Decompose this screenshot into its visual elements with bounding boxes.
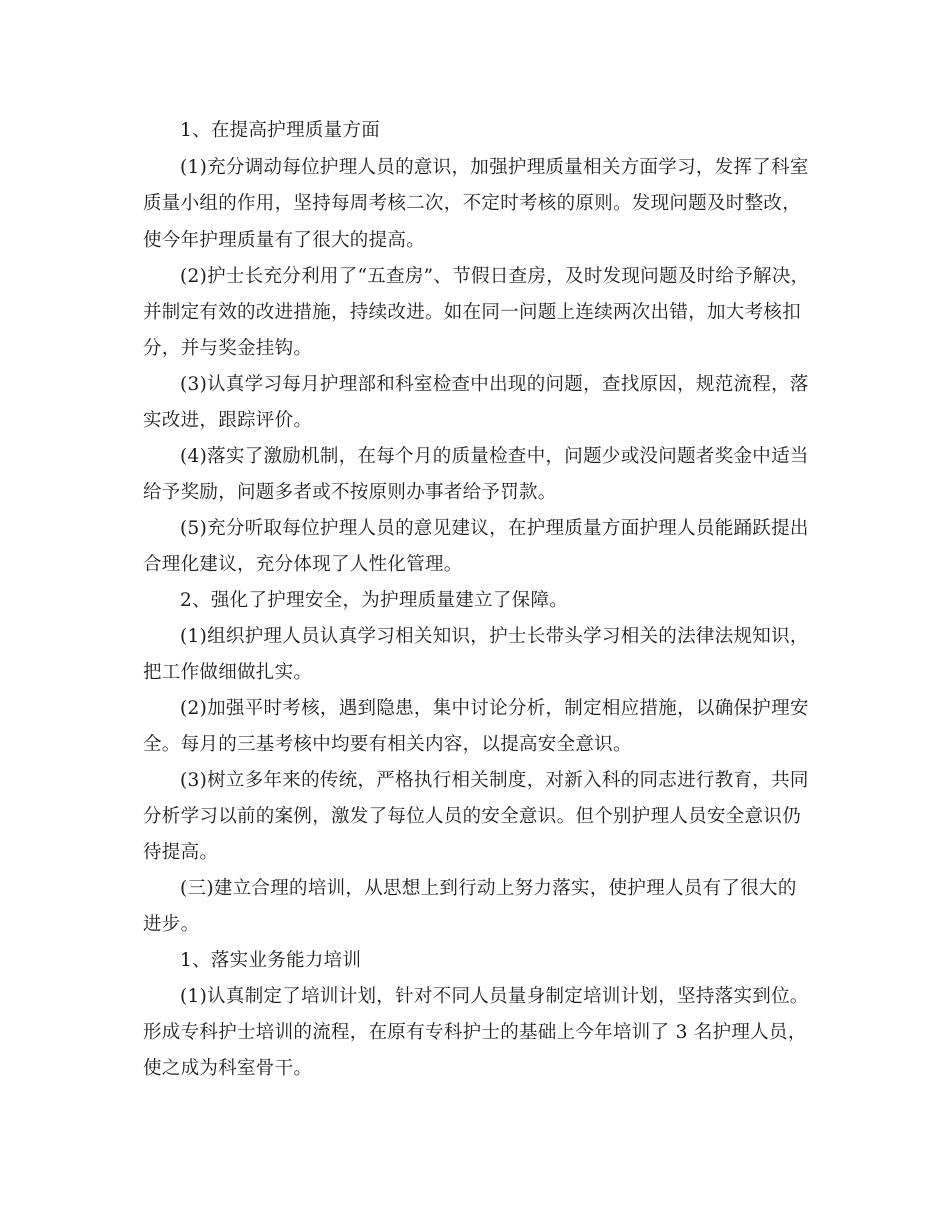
paragraph-line: 把工作做细做扎实。 — [143, 662, 313, 683]
paragraph-line: 全。每月的三基考核中均要有相关内容，以提高安全意识。 — [143, 734, 632, 755]
paragraph-line: 并制定有效的改进措施，持续改进。如在同一问题上连续两次出错，加大考核扣 — [143, 302, 802, 323]
paragraph-line: 进步。 — [143, 914, 200, 935]
paragraph-line: (4)落实了激励机制，在每个月的质量检查中，问题少或没问题者奖金中适当 — [180, 446, 809, 467]
section-heading-1: 1、在提高护理质量方面 — [180, 120, 381, 141]
paragraph-line: (1)组织护理人员认真学习相关知识，护士长带头学习相关的法律法规知识， — [180, 626, 809, 647]
paragraph-line: 使之成为科室骨干。 — [143, 1058, 313, 1079]
paragraph-line: (2)护士长充分利用了“五查房”、节假日查房，及时发现问题及时给予解决， — [180, 266, 810, 287]
paragraph-line: (2)加强平时考核，遇到隐患，集中讨论分析，制定相应措施，以确保护理安 — [180, 698, 809, 719]
paragraph-line: 给予奖励，问题多者或不按原则办事者给予罚款。 — [143, 482, 557, 503]
paragraph-line: (三)建立合理的培训，从思想上到行动上努力落实，使护理人员有了很大的 — [180, 878, 797, 899]
paragraph-line: 使今年护理质量有了很大的提高。 — [143, 230, 426, 251]
paragraph-line: 分析学习以前的案例，激发了每位人员的安全意识。但个别护理人员安全意识仍 — [143, 806, 802, 827]
paragraph-line: (5)充分听取每位护理人员的意见建议，在护理质量方面护理人员能踊跃提出 — [180, 518, 809, 539]
paragraph-line: (1)认真制定了培训计划，针对不同人员量身制定培训计划，坚持落实到位。 — [180, 986, 809, 1007]
paragraph-line: 形成专科护士培训的流程，在原有专科护士的基础上今年培训了 3 名护理人员， — [143, 1022, 807, 1043]
paragraph-line: (3)认真学习每月护理部和科室检查中出现的问题，查找原因，规范流程，落 — [180, 374, 809, 395]
paragraph-line: 待提高。 — [143, 842, 219, 863]
paragraph-line: 合理化建议，充分体现了人性化管理。 — [143, 554, 463, 575]
section-heading-2: 2、强化了护理安全，为护理质量建立了保障。 — [180, 590, 569, 611]
paragraph-line: 质量小组的作用，坚持每周考核二次，不定时考核的原则。发现问题及时整改， — [143, 193, 802, 214]
paragraph-line: 实改进，跟踪评价。 — [143, 410, 313, 431]
paragraph-line: 分，并与奖金挂钩。 — [143, 338, 313, 359]
paragraph-line: (1)充分调动每位护理人员的意识，加强护理质量相关方面学习，发挥了科室 — [180, 157, 809, 178]
section-heading-3: 1、落实业务能力培训 — [180, 950, 362, 971]
paragraph-line: (3)树立多年来的传统，严格执行相关制度，对新入科的同志进行教育，共同 — [180, 770, 809, 791]
